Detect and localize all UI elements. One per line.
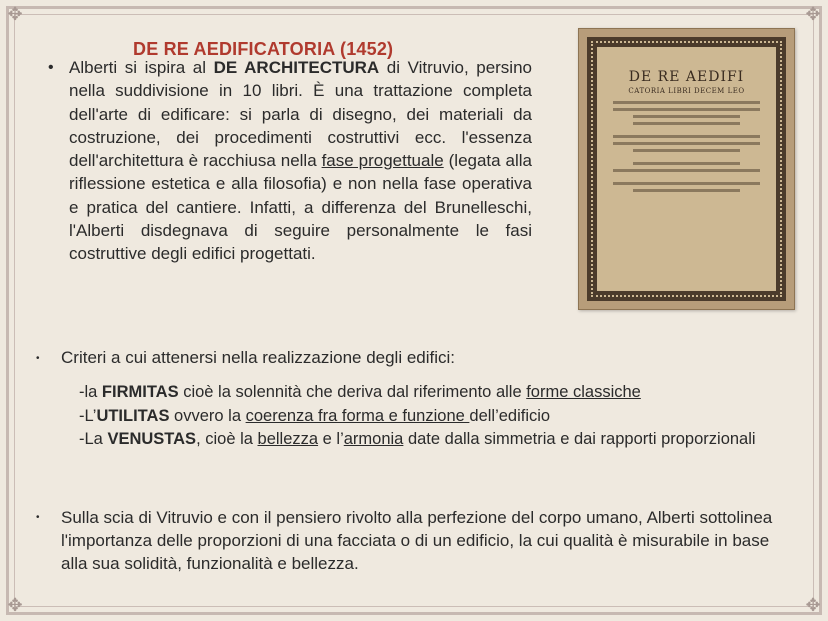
intro-text-part: Alberti si ispira al xyxy=(69,58,214,77)
corner-ornament-icon: ✥ xyxy=(7,595,23,616)
intro-bold-de-architectura: DE ARCHITECTURA xyxy=(213,58,380,77)
bullet-icon: • xyxy=(36,353,40,365)
book-cover-border xyxy=(587,37,786,301)
criteria-heading-text: Criteri a cui attenersi nella realizzazione degli edifici: xyxy=(61,348,456,367)
bullet-icon: • xyxy=(36,512,40,524)
intro-text-part: di Vitruvio, persino nella suddivisione in 10 libri. È una trattazione completa dell'arte di edificare: si parla di disegno, dei materiali da costruzione, dei procedimenti costruttivi ecc. l'essenza dell'architettura è racchiusa nella xyxy=(69,58,532,171)
book-cover-subtitle: CATORIA LIBRI DECEM LEO xyxy=(628,87,745,95)
corner-ornament-icon: ✥ xyxy=(7,4,23,25)
book-cover-content xyxy=(603,53,770,285)
intro-text-part: (legata alla riflessione estetica e alla filosofia) e non nella fase operativa e pratica del cantiere. Infatti, a differenza del Brunelleschi, l'Alberti disdegnava di seguire personalmente le fasi costruttive degli edifici progettati. xyxy=(69,151,532,264)
criteria-list xyxy=(79,381,769,452)
slide-title: DE RE AEDIFICATORIA (1452) xyxy=(133,39,394,59)
intro-paragraph xyxy=(48,56,532,266)
intro-text xyxy=(69,56,532,266)
bullet-icon: • xyxy=(48,59,54,76)
book-cover-image xyxy=(578,28,795,310)
book-cover-text-lines xyxy=(603,101,770,192)
criteria-heading xyxy=(36,348,455,368)
conclusion-text: Sulla scia di Vitruvio e con il pensiero rivolto alla perfezione del corpo umano, Alberti sottolinea l'importanza delle proporzioni di una facciata o di un edificio, la cui qualità è misurabile in base alla sua solidità, funzionalità e bellezza. xyxy=(61,508,773,574)
corner-ornament-icon: ✥ xyxy=(805,4,821,25)
criteria-item-utilitas: -L’UTILITAS ovvero la coerenza fra forma e funzione dell’edificio xyxy=(79,406,551,425)
criteria-item-firmitas: -la FIRMITAS cioè la solennità che deriva dal riferimento alle forme classiche xyxy=(79,383,641,401)
criteria-item-venustas: -La VENUSTAS, cioè la bellezza e l’armonia date dalla simmetria e dai rapporti proporzionali xyxy=(79,430,756,448)
corner-ornament-icon: ✥ xyxy=(805,595,821,616)
book-cover-title: DE RE AEDIFI xyxy=(628,69,745,85)
intro-underline-fase-progettuale: fase progettuale xyxy=(321,151,444,171)
conclusion-paragraph xyxy=(36,505,776,575)
